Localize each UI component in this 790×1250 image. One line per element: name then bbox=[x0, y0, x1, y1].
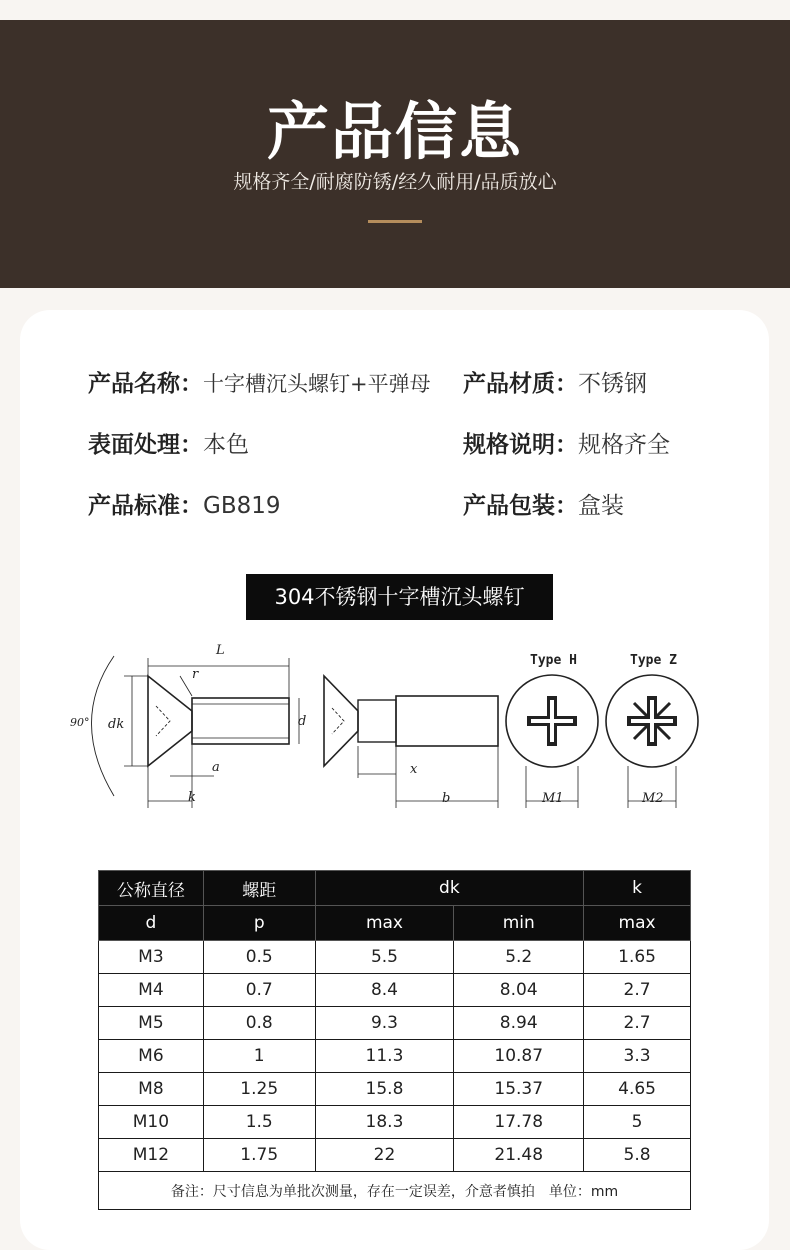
label-k: k bbox=[188, 790, 196, 805]
type-h-head-view bbox=[506, 675, 598, 808]
cell-p: 1.75 bbox=[203, 1139, 315, 1172]
label-a: a bbox=[212, 760, 220, 775]
cell-p: 0.8 bbox=[203, 1007, 315, 1040]
spec-label: 规格说明： bbox=[463, 432, 578, 458]
cell-d: M5 bbox=[99, 1007, 204, 1040]
table-row bbox=[99, 1007, 691, 1040]
spec-row bbox=[463, 429, 670, 461]
label-b: b bbox=[442, 791, 451, 806]
cell-k-max: 5.8 bbox=[584, 1139, 691, 1172]
type-z-label: Type Z bbox=[630, 653, 677, 668]
cell-d: M4 bbox=[99, 974, 204, 1007]
banner-subtitle: 规格齐全/耐腐防锈/经久耐用/品质放心 bbox=[233, 171, 557, 193]
cell-d: M10 bbox=[99, 1106, 204, 1139]
cell-k-max: 3.3 bbox=[584, 1040, 691, 1073]
th-p: p bbox=[203, 906, 315, 941]
section-title: 304不锈钢十字槽沉头螺钉 bbox=[246, 574, 553, 620]
th-k-max: max bbox=[584, 906, 691, 941]
standard-value: GB819 bbox=[203, 493, 281, 519]
product-material-value: 不锈钢 bbox=[578, 371, 647, 397]
label-d: d bbox=[298, 714, 307, 729]
product-name-label: 产品名称： bbox=[88, 371, 203, 397]
table-note-row bbox=[99, 1172, 691, 1210]
cell-dk-min: 21.48 bbox=[454, 1139, 584, 1172]
cell-dk-min: 15.37 bbox=[454, 1073, 584, 1106]
th-dk-min: min bbox=[454, 906, 584, 941]
spec-table bbox=[98, 870, 691, 1210]
cell-p: 0.5 bbox=[203, 941, 315, 974]
type-z-head-view bbox=[606, 675, 698, 808]
cell-d: M12 bbox=[99, 1139, 204, 1172]
cell-dk-max: 9.3 bbox=[315, 1007, 454, 1040]
th-k: k bbox=[584, 871, 691, 906]
cell-k-max: 4.65 bbox=[584, 1073, 691, 1106]
label-L: L bbox=[216, 643, 225, 658]
cell-dk-max: 22 bbox=[315, 1139, 454, 1172]
type-h-label: Type H bbox=[530, 653, 577, 668]
product-material-label: 产品材质： bbox=[463, 371, 578, 397]
cell-d: M8 bbox=[99, 1073, 204, 1106]
table-header-row-1 bbox=[99, 871, 691, 906]
th-dk: dk bbox=[315, 871, 584, 906]
cell-dk-min: 8.04 bbox=[454, 974, 584, 1007]
cell-d: M3 bbox=[99, 941, 204, 974]
product-name-row bbox=[88, 368, 431, 400]
package-label: 产品包装： bbox=[463, 493, 578, 519]
product-name-value: 十字槽沉头螺钉+平弹母 bbox=[203, 372, 431, 396]
cell-k-max: 5 bbox=[584, 1106, 691, 1139]
cell-k-max: 2.7 bbox=[584, 1007, 691, 1040]
cell-dk-max: 8.4 bbox=[315, 974, 454, 1007]
th-pitch: 螺距 bbox=[203, 871, 315, 906]
label-r: r bbox=[192, 667, 199, 682]
table-row bbox=[99, 1040, 691, 1073]
th-d: d bbox=[99, 906, 204, 941]
cell-dk-max: 11.3 bbox=[315, 1040, 454, 1073]
surface-value: 本色 bbox=[203, 432, 249, 458]
package-row bbox=[463, 490, 624, 522]
cell-p: 1.5 bbox=[203, 1106, 315, 1139]
cell-p: 1 bbox=[203, 1040, 315, 1073]
table-note: 备注：尺寸信息为单批次测量，存在一定误差，介意者慎拍 单位：mm bbox=[99, 1172, 691, 1210]
header-banner bbox=[0, 20, 790, 288]
cell-k-max: 2.7 bbox=[584, 974, 691, 1007]
surface-row bbox=[88, 429, 249, 461]
standard-label: 产品标准： bbox=[88, 493, 203, 519]
cell-dk-min: 5.2 bbox=[454, 941, 584, 974]
label-m1: M1 bbox=[542, 791, 564, 806]
cell-k-max: 1.65 bbox=[584, 941, 691, 974]
cell-p: 1.25 bbox=[203, 1073, 315, 1106]
banner-title: 产品信息 bbox=[266, 95, 523, 168]
th-dk-max: max bbox=[315, 906, 454, 941]
label-dk: dk bbox=[108, 717, 125, 732]
label-x: x bbox=[410, 762, 418, 777]
table-row bbox=[99, 1139, 691, 1172]
label-angle: 90° bbox=[70, 716, 90, 729]
label-m2: M2 bbox=[642, 791, 664, 806]
screw-side-view-2 bbox=[324, 676, 498, 808]
screw-dimension-diagram bbox=[70, 636, 716, 836]
cell-p: 0.7 bbox=[203, 974, 315, 1007]
cell-dk-max: 15.8 bbox=[315, 1073, 454, 1106]
table-row bbox=[99, 1073, 691, 1106]
spec-value: 规格齐全 bbox=[578, 432, 670, 458]
banner-accent-bar bbox=[368, 220, 422, 223]
table-row bbox=[99, 1106, 691, 1139]
package-value: 盒装 bbox=[578, 493, 624, 519]
standard-row bbox=[88, 490, 281, 522]
table-row bbox=[99, 974, 691, 1007]
cell-dk-min: 8.94 bbox=[454, 1007, 584, 1040]
cell-dk-min: 17.78 bbox=[454, 1106, 584, 1139]
product-material-row bbox=[463, 368, 647, 400]
surface-label: 表面处理： bbox=[88, 432, 203, 458]
table-row bbox=[99, 941, 691, 974]
th-nominal-diameter: 公称直径 bbox=[99, 871, 204, 906]
cell-dk-min: 10.87 bbox=[454, 1040, 584, 1073]
table-header-row-2 bbox=[99, 906, 691, 941]
cell-dk-max: 5.5 bbox=[315, 941, 454, 974]
cell-d: M6 bbox=[99, 1040, 204, 1073]
cell-dk-max: 18.3 bbox=[315, 1106, 454, 1139]
